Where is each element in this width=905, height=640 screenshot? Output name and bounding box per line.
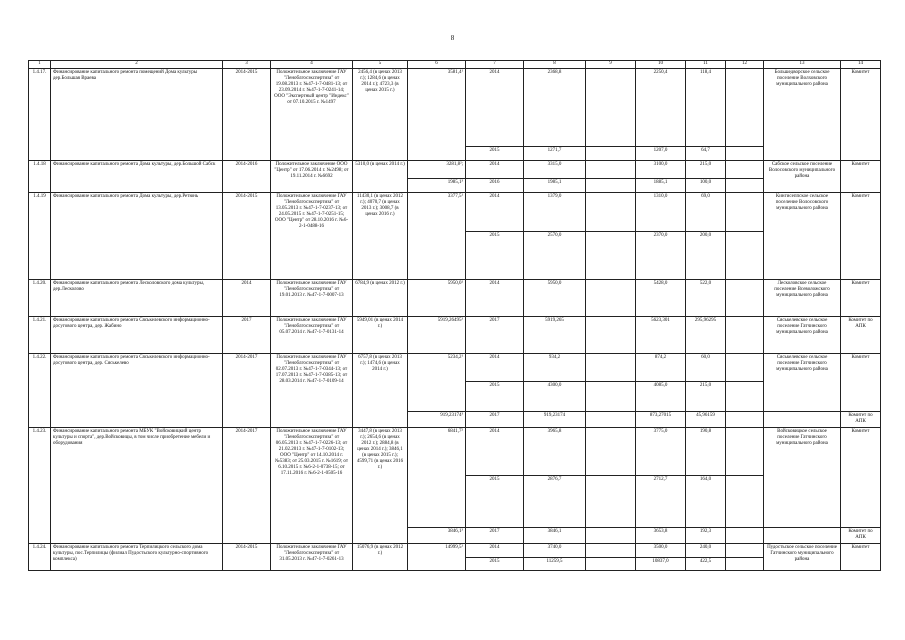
item-amount-total: 3846,1	[524, 528, 586, 544]
item-total: 5234,2¹	[408, 354, 466, 412]
item-amount-local: 215,0	[686, 161, 726, 179]
item-col9	[586, 161, 636, 179]
item-amount-local: 100,0	[686, 179, 726, 193]
item-total-sub: 3846,1³	[408, 528, 466, 544]
item-amount-local: 190,8	[686, 428, 726, 476]
item-amount-local: 164,0	[686, 476, 726, 528]
item-number: 1.4.24.	[29, 544, 51, 571]
header-cell: 3	[223, 61, 271, 69]
item-total: 6841,7²	[408, 428, 466, 528]
item-year: 2014	[466, 428, 524, 476]
item-recipient: Сяськелевское сельское поселение Гатчинского муниципального района	[764, 317, 841, 354]
item-col12	[726, 280, 764, 317]
item-amount-regional: 5428,0	[636, 280, 686, 317]
item-recipient: Лесколовское сельское поселение Всеволожского муниципального района	[764, 280, 841, 317]
item-col9	[586, 476, 636, 528]
document-table-wrapper	[28, 60, 880, 571]
table-row	[29, 69, 881, 147]
item-name: Финансирование капитального ремонта Сяськелевского информационно-досугового центра, дер. Жабино	[51, 317, 223, 354]
item-col9	[586, 317, 636, 354]
item-col12	[726, 193, 764, 232]
item-name: Финансирование капитального ремонта Терпилицкого сельского дома культуры, пос.Терпилицы (филиал Пудостьского культурно-спортивного комплекса)	[51, 544, 223, 571]
item-col9	[586, 528, 636, 544]
item-year: 2015	[466, 382, 524, 412]
item-col12	[726, 179, 764, 193]
table-row	[29, 161, 881, 179]
item-period: 2014-2017	[223, 428, 271, 544]
item-total: 5950,0¹	[408, 280, 466, 317]
item-col9	[586, 232, 636, 280]
item-amount-total: 11259,5	[524, 558, 586, 571]
item-period: 2014	[223, 280, 271, 317]
item-committee-sub: Комитет по АПК	[841, 528, 881, 544]
item-expertise: Положительное заключение ГАУ "Леноблгосэкспертиза" от 02.07.2013 г. №47-1-7-0344-13; от 17.07.2013 г. №47-1-7-0385-13; от 28.03.2014 г. №47-1-7-0109-14	[271, 354, 353, 428]
item-amount-total: 3740,0	[524, 544, 586, 558]
item-amount-total: 934,2	[524, 354, 586, 382]
header-row	[29, 61, 881, 69]
header-cell: 7	[466, 61, 524, 69]
item-col12	[726, 558, 764, 571]
item-recipient-empty	[764, 528, 841, 544]
item-amount-local: 295,96295	[686, 317, 726, 354]
item-committee: Комитет	[841, 193, 881, 280]
header-cell: 6	[408, 61, 466, 69]
item-col9	[586, 69, 636, 147]
item-number: 1.4.21.	[29, 317, 51, 354]
table-row	[29, 280, 881, 317]
item-col12	[726, 544, 764, 558]
item-amount-local: 69,0	[686, 193, 726, 232]
item-cost: 5310,0 (в ценах 2014 г.)	[353, 161, 408, 193]
item-col12	[726, 412, 764, 428]
item-recipient: Пудостьское сельское поселение Гатчинского муниципального района	[764, 544, 841, 571]
header-cell: 5	[353, 61, 408, 69]
table-row	[29, 428, 881, 476]
item-amount-total: 1271,7	[524, 147, 586, 161]
item-amount-regional: 2370,0	[636, 232, 686, 280]
item-expertise: Положительное заключение ГАУ "Леноблгосэкспертиза" от 06.05.2013 г. №47-1-7-0226-13; от 21.02.2013 г. №47-1-7-0102-13; ООО "Центр" от 14.10.2014 г. №5383; от 25.03.2015 г. №1619; от 6.10.2015 г. №6-2-1-0738-15; от 17.11.2016 г. №6-2-1-0505-16	[271, 428, 353, 544]
item-expertise: Положительное заключение ГАУ "Леноблгосэкспертиза" от 31.05.2013 г. №47-1-7-0261-13	[271, 544, 353, 571]
item-period: 2014-2017	[223, 354, 271, 428]
item-name: Финансирование капитального ремонта Лесколовского дома культуры, дер.Лесколово	[51, 280, 223, 317]
item-amount-total: 1379,0	[524, 193, 586, 232]
item-col9	[586, 147, 636, 161]
item-year: 2017	[466, 412, 524, 428]
item-amount-total: 1985,1	[524, 179, 586, 193]
item-year: 2015	[466, 558, 524, 571]
item-expertise: Положительное заключение ГАУ "Леноблгосэкспертиза" от 19.08.2013 г. №47-1-7-0481-13; от 23.09.2014 г. №47-1-7-0241-14; ООО "Экспертный центр "Индекс" от 07.10.2015 г. №1497	[271, 69, 353, 161]
item-recipient: Большедворское сельское поселение Волховского муниципального района	[764, 69, 841, 161]
item-amount-local: 240,0	[686, 544, 726, 558]
item-col12	[726, 476, 764, 528]
item-amount-regional: 2712,7	[636, 476, 686, 528]
header-cell: 12	[726, 61, 764, 69]
item-expertise: Положительное заключение ООО "Центр" от 17.06.2014 г. №2498; от 19.11.2014 г. №6692	[271, 161, 353, 193]
item-total: 3281,8²;	[408, 161, 466, 179]
item-expertise: Положительное заключение ГАУ "Леноблгосэкспертиза" от 19.01.2013 г. №47-1-7-0007-13	[271, 280, 353, 317]
item-year: 2014	[466, 161, 524, 179]
header-cell: 11	[686, 61, 726, 69]
item-cost: 3447,8 (в ценах 2013 г.); 2654,6 (в ценах 2012 г.); 2884,8 (в ценах 2014 г.); 3846,1 (в ценах 2015 г.); 4599,71 (в ценах 2016 г.)	[353, 428, 408, 544]
item-year: 2015	[466, 147, 524, 161]
item-name: Финансирование капитального ремонта Дома культуры, дер.Большой Сабск	[51, 161, 223, 193]
item-amount-total: 4300,0	[524, 382, 586, 412]
item-amount-regional: 10837,0	[636, 558, 686, 571]
item-committee: Комитет	[841, 428, 881, 528]
item-name: Финансирование капитального ремонта помещений Дома культуры дер.Большая Враева	[51, 69, 223, 161]
item-cost: 2456,4 (в ценах 2013 г.); 1284,6 (в ценах 2014 г.); 4723,3 (в ценах 2015 г.)	[353, 69, 408, 161]
table-row	[29, 354, 881, 382]
item-col12	[726, 147, 764, 161]
item-amount-total: 2876,7	[524, 476, 586, 528]
item-amount-regional: 5623,301	[636, 317, 686, 354]
header-cell: 1	[29, 61, 51, 69]
header-cell: 10	[636, 61, 686, 69]
item-year: 2014	[466, 354, 524, 382]
item-amount-regional: 1207,0	[636, 147, 686, 161]
item-col12	[726, 428, 764, 476]
table-row	[29, 317, 881, 354]
item-committee: Комитет	[841, 354, 881, 412]
item-amount-total: 3315,0	[524, 161, 586, 179]
item-amount-total: 2368,8	[524, 69, 586, 147]
item-year: 2016	[466, 179, 524, 193]
item-year: 2017	[466, 528, 524, 544]
item-cost: 11430,1 (в ценах 2012 г.); 4070,7 (в ценах 2013 г.); 3008,7 (в ценах 2016 г.)	[353, 193, 408, 280]
item-col12	[726, 354, 764, 382]
item-amount-local: 200,0	[686, 232, 726, 280]
item-committee: Комитет	[841, 544, 881, 571]
item-year: 2014	[466, 69, 524, 147]
item-name: Финансирование капитального ремонта Дома культуры, дер.Ретюнь	[51, 193, 223, 280]
item-amount-local: 192,3	[686, 528, 726, 544]
item-col9	[586, 544, 636, 558]
item-number: 1.4.23.	[29, 428, 51, 544]
table-row	[29, 193, 881, 232]
item-cost: 6757,8 (в ценах 2013 г.); 1474,6 (в ценах 2014 г.)	[353, 354, 408, 428]
item-amount-total: 2570,0	[524, 232, 586, 280]
item-col12	[726, 232, 764, 280]
item-amount-local: 118,4	[686, 69, 726, 147]
table-row	[29, 544, 881, 558]
item-recipient: Войсковицкое сельское поселение Гатчинского муниципального района	[764, 428, 841, 528]
item-amount-local: 64,7	[686, 147, 726, 161]
item-amount-regional: 1310,0	[636, 193, 686, 232]
header-cell: 8	[524, 61, 586, 69]
item-cost: 15076,9 (в ценах 2012 г.)	[353, 544, 408, 571]
item-year: 2015	[466, 476, 524, 528]
item-year: 2017	[466, 317, 524, 354]
item-name: Финансирование капитального ремонта Сяськелевского информационно-досугового центра, дер. Сяськелево	[51, 354, 223, 428]
item-col9	[586, 412, 636, 428]
item-period: 2017	[223, 317, 271, 354]
item-period: 2014-2015	[223, 69, 271, 161]
header-cell: 14	[841, 61, 881, 69]
item-amount-regional: 873,27015	[636, 412, 686, 428]
item-recipient: Сяськелевское сельское поселение Гатчинского муниципального района	[764, 354, 841, 412]
item-committee-sub: Комитет по АПК	[841, 412, 881, 428]
item-total: 14999,5¹	[408, 544, 466, 571]
item-recipient: Кингисеппское сельское поселение Волосовского муниципального района	[764, 193, 841, 280]
program-table	[28, 60, 881, 571]
item-col12	[726, 69, 764, 147]
item-amount-total: 3965,8	[524, 428, 586, 476]
item-amount-regional: 2250,4	[636, 69, 686, 147]
item-recipient: Сабское сельское поселение Волосовского муниципального района	[764, 161, 841, 193]
item-number: 1.4.17.	[29, 69, 51, 161]
item-amount-local: 522,0	[686, 280, 726, 317]
item-number: 1.4.20.	[29, 280, 51, 317]
item-col9	[586, 193, 636, 232]
item-amount-total: 5950,0	[524, 280, 586, 317]
item-col12	[726, 382, 764, 412]
item-number: 1.4.22.	[29, 354, 51, 428]
item-col9	[586, 382, 636, 412]
item-total-sub: 1985,1³	[408, 179, 466, 193]
item-recipient-empty	[764, 412, 841, 428]
header-cell: 4	[271, 61, 353, 69]
item-col9	[586, 280, 636, 317]
item-total: 3581,4¹	[408, 69, 466, 161]
item-period: 2014-2016	[223, 161, 271, 193]
item-total: 3377,5¹	[408, 193, 466, 280]
item-col9	[586, 428, 636, 476]
item-cost: 6784,9 (в ценах 2012 г.)	[353, 280, 408, 317]
item-cost: 5949,01 (в ценах 2014 г.)	[353, 317, 408, 354]
item-amount-regional: 3500,0	[636, 544, 686, 558]
item-amount-total: 5919,265	[524, 317, 586, 354]
item-number: 1.4.19	[29, 193, 51, 280]
page-number: 8	[450, 34, 455, 42]
item-amount-regional: 874,2	[636, 354, 686, 382]
item-amount-local: 45,96159	[686, 412, 726, 428]
item-amount-local: 215,0	[686, 382, 726, 412]
item-amount-regional: 3775,0	[636, 428, 686, 476]
item-col9	[586, 354, 636, 382]
item-period: 2014-2015	[223, 193, 271, 280]
item-col9	[586, 558, 636, 571]
item-amount-local: 422,5	[686, 558, 726, 571]
item-amount-local: 60,0	[686, 354, 726, 382]
item-total-sub: 919,23174³	[408, 412, 466, 428]
item-amount-regional: 1885,1	[636, 179, 686, 193]
item-committee: Комитет	[841, 161, 881, 193]
item-total: 5919,26495³	[408, 317, 466, 354]
header-cell: 13	[764, 61, 841, 69]
item-col12	[726, 317, 764, 354]
item-col9	[586, 179, 636, 193]
item-year: 2014	[466, 193, 524, 232]
item-number: 1.4.18	[29, 161, 51, 193]
item-amount-regional: 4085,0	[636, 382, 686, 412]
item-expertise: Положительное заключение ГАУ "Леноблгосэкспертиза" от 13.05.2013 г. №47-1-7-0237-13; от 24.05.2015 г. №47-1-7-0251-15; ООО "Центр" от 28.10.2016 г. №6-2-1-0488-16	[271, 193, 353, 280]
item-name: Финансирование капитального ремонта МБУК "Войсковицкий центр культуры и спорта", дер.Войсковицы, в том числе приобретение мебели и оборудования	[51, 428, 223, 544]
item-committee: Комитет по АПК	[841, 317, 881, 354]
item-col12	[726, 528, 764, 544]
item-year: 2014	[466, 280, 524, 317]
item-expertise: Положительное заключение ГАУ "Леноблгосэкспертиза" от 05.07.2014 г. №47-1-7-0131-14	[271, 317, 353, 354]
item-period: 2014-2015	[223, 544, 271, 571]
item-committee: Комитет	[841, 69, 881, 161]
item-amount-regional: 3100,0	[636, 161, 686, 179]
item-col12	[726, 161, 764, 179]
item-amount-total: 919,23174	[524, 412, 586, 428]
item-amount-regional: 3653,8	[636, 528, 686, 544]
header-cell: 9	[586, 61, 636, 69]
header-cell: 2	[51, 61, 223, 69]
item-year: 2014	[466, 544, 524, 558]
item-year: 2015	[466, 232, 524, 280]
item-committee: Комитет	[841, 280, 881, 317]
